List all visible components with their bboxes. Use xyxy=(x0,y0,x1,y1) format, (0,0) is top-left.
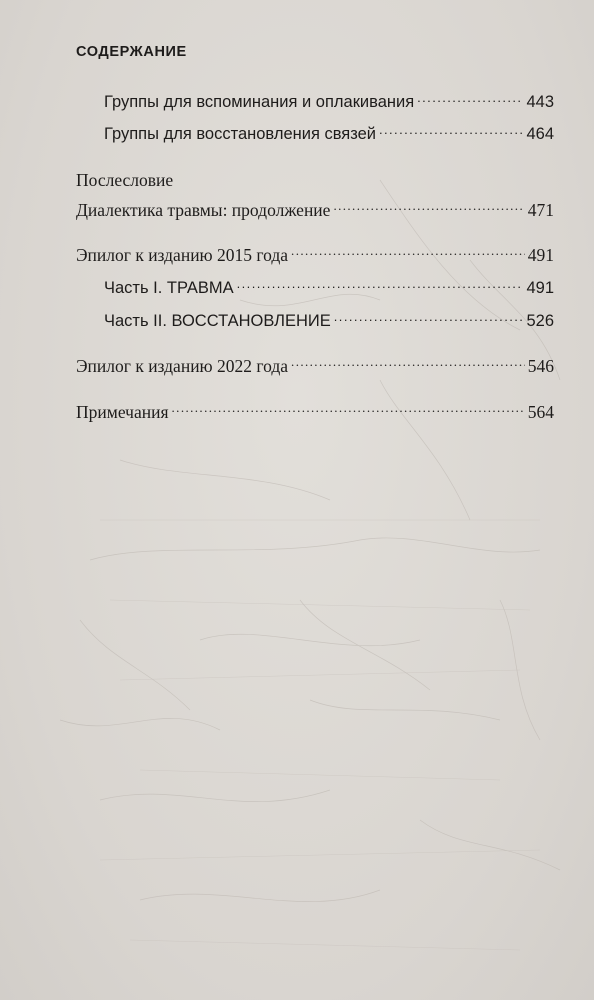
toc-entry-page: 564 xyxy=(527,401,554,422)
toc-entry xyxy=(104,122,554,144)
toc-entry-title: Примечания xyxy=(76,401,169,422)
toc-entry xyxy=(104,90,554,112)
contents-heading: СОДЕРЖАНИЕ xyxy=(76,44,187,60)
toc-entry-page: 491 xyxy=(527,244,554,265)
toc-entry-title: Часть II. ВОССТАНОВЛЕНИЕ xyxy=(104,311,331,330)
toc-entry-page: 546 xyxy=(527,355,554,376)
toc-entry-title: Часть I. ТРАВМА xyxy=(104,278,234,297)
toc-entry xyxy=(76,198,554,220)
toc-entry-title: Группы для вспоминания и оплакивания xyxy=(104,92,415,111)
toc-entry xyxy=(76,400,554,422)
leader-dots xyxy=(379,122,523,139)
leader-dots xyxy=(334,309,524,326)
toc-entry-page: 491 xyxy=(526,278,554,297)
leader-dots xyxy=(291,243,525,261)
toc-entry xyxy=(76,243,554,265)
toc-entry-page: 526 xyxy=(526,311,554,330)
toc-entry-page: 464 xyxy=(526,124,554,143)
toc-entry-page: 443 xyxy=(526,92,554,111)
toc-section-label: Послесловие xyxy=(76,170,174,190)
toc-entry xyxy=(76,354,554,376)
toc-entry-title: Эпилог к изданию 2022 года xyxy=(76,355,289,376)
leader-dots xyxy=(172,400,525,418)
toc-entry-page: 471 xyxy=(527,199,554,220)
toc-entry-title: Эпилог к изданию 2015 года xyxy=(76,244,289,265)
toc-entry xyxy=(104,309,554,331)
toc-entry xyxy=(104,276,554,298)
leader-dots xyxy=(333,198,524,216)
leader-dots xyxy=(237,276,524,293)
leader-dots xyxy=(291,354,525,372)
toc-entry-title: Группы для восстановления связей xyxy=(104,124,377,143)
toc-entry-title: Диалектика травмы: продолжение xyxy=(76,199,331,220)
leader-dots xyxy=(417,90,523,107)
